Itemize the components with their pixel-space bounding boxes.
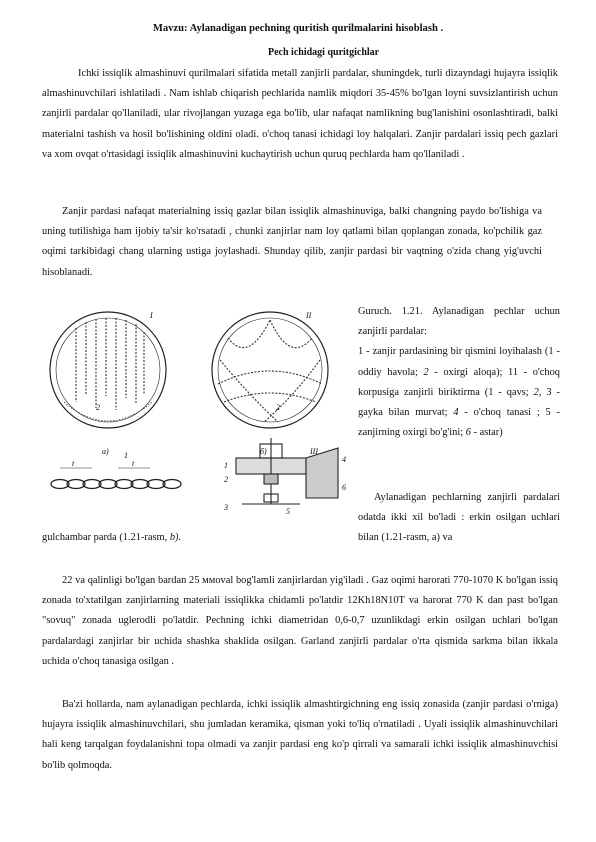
label-I: I	[150, 311, 153, 320]
bolt-attachment-detail	[236, 438, 338, 504]
label-6: 6	[342, 483, 346, 492]
paragraph-2: Zanjir pardasi nafaqat materialning issiq gazlar bilan issiqlik almashinuviga, balki changning paydo bo'lishiga va uning tutilishiga ham ijobiy ta'sir ko'rsatadi , chunki zanjirlar nam loy qatlami bilan qoplangan zonada, ko'pchilik gaz oqimi tarkibidagi chang ularning ustiga joylashadi. Shunday qilib, zanjir pardasi bir vaqtning o'zida chang yig'uvchi hisoblanadi.	[42, 206, 542, 278]
paragraph-1: Ichki issiqlik almashinuvi qurilmalari sifatida metall zanjirli pardalar, shuningdek, turli dizayndagi hujayra issiqlik almashinuvchilari ishlatiladi . Nam ishlab chiqarish pechlarida namlik miqdori 35-45% bo'lgan loyni suvsizlantirish uchun zanjirli pardalar qo'llaniladi, ular rivojlangan yuzaga ega bo'lib, ular nafaqat namlikning bug'lanishini osonlashtiradi, balki materialni tashish va hosil bo'lishining oldini oladi. o'choq tanasi ichidagi loy halqalari. Zanjir pardalari issiq pech gazlari va xom ovqat o'rtasidagi issiqlik almashinuvini kuchaytirish uchun quruq pechlarda ham qo'llaniladi .	[42, 68, 558, 160]
paragraph-4: 22 va qalinligi bo'lgan bardan 25 ммoval bog'lamli zanjirlardan yig'iladi . Gaz oqimi harorati 770-1070 K bo'lgan issiq zonada to'xtatilgan zanjirlarning materiali issiqlikka chidamli po'latdir 12Kh18N10T va harorat 770 K dan past bo'lgan "sovuq" zonada uglerodli po'latdir. Pechning ichki diametridan 0,6-0,7 uzunlikdagi erkin osilgan uchlari bo'lgan pardalardagi zanjirlar bir uchida shashka shaklida osilgan. Garland zanjirli pardalar o'rta qismida sarkma bilan ikkala uchida o'choq tanasiga osilgan .	[42, 575, 558, 667]
label-II: II	[306, 311, 312, 320]
kiln-shell-left	[50, 312, 166, 428]
label-2-left: 2	[96, 403, 100, 412]
label-III: III	[310, 447, 318, 456]
label-t1: t	[72, 459, 75, 468]
figure-caption: Guruch. 1.21. Aylanadigan pechlar uchun zanjirli pardalar: 1 - zanjir pardasining bir qismini loyihalash (1 - oddiy havola; 2 - oxirgi aloqa); 11 - o'choq korpusiga zanjirli biriktirma (1 - qavs; 2, 3 - gayka bilan murvat; 4 - o'choq tanasi ; 5 - zanjirning oxirgi bo'g'ini; 6 - astar)	[358, 306, 561, 439]
chain-link-row	[51, 468, 181, 489]
label-2-right: 2	[276, 403, 280, 412]
label-3: 3	[224, 503, 228, 512]
label-b: б)	[260, 447, 267, 456]
section-subtitle: Pech ichidagi quritgichlar	[268, 47, 380, 58]
chain-curtain-figure	[38, 298, 356, 526]
document-title: Mavzu: Aylanadigan pechning quritish qurilmalarini hisoblash .	[152, 23, 444, 34]
label-t2: t	[132, 459, 135, 468]
label-5: 5	[286, 507, 290, 516]
label-1: 1	[224, 461, 228, 470]
label-4: 4	[342, 455, 346, 464]
hanging-chains	[76, 318, 144, 410]
label-1-top: 1	[124, 451, 128, 460]
label-2: 2	[224, 475, 228, 484]
kiln-shell-right	[212, 312, 328, 428]
paragraph-3-continued: gulchambar parda (1.21-rasm, b).	[42, 532, 182, 543]
garland-chains	[218, 320, 322, 422]
paragraph-5: Ba'zi hollarda, nam aylanadigan pechlarda, ichki issiqlik almashtirgichning eng issiq zonasida (zanjir pardasi o'rniga) hujayra issiqlik almashinuvchilari, shu jumladan keramika, qisman yoki to'liq o'rnatiladi . Uyali issiqlik almashinuvchilari hali keng tarqalgan foydalanishni topa olmadi va zanjir pardasi eng ko'p qirrali va samarali ichki issiqlik almashinuvchisi bo'lib qolmoqda.	[42, 699, 558, 771]
paragraph-3: Aylanadigan pechlarning zanjirli pardalari odatda ikki xil bo'ladi : erkin osilgan uchlari bilan (1.21-rasm, a) va	[358, 492, 560, 544]
label-a: a)	[102, 447, 109, 456]
